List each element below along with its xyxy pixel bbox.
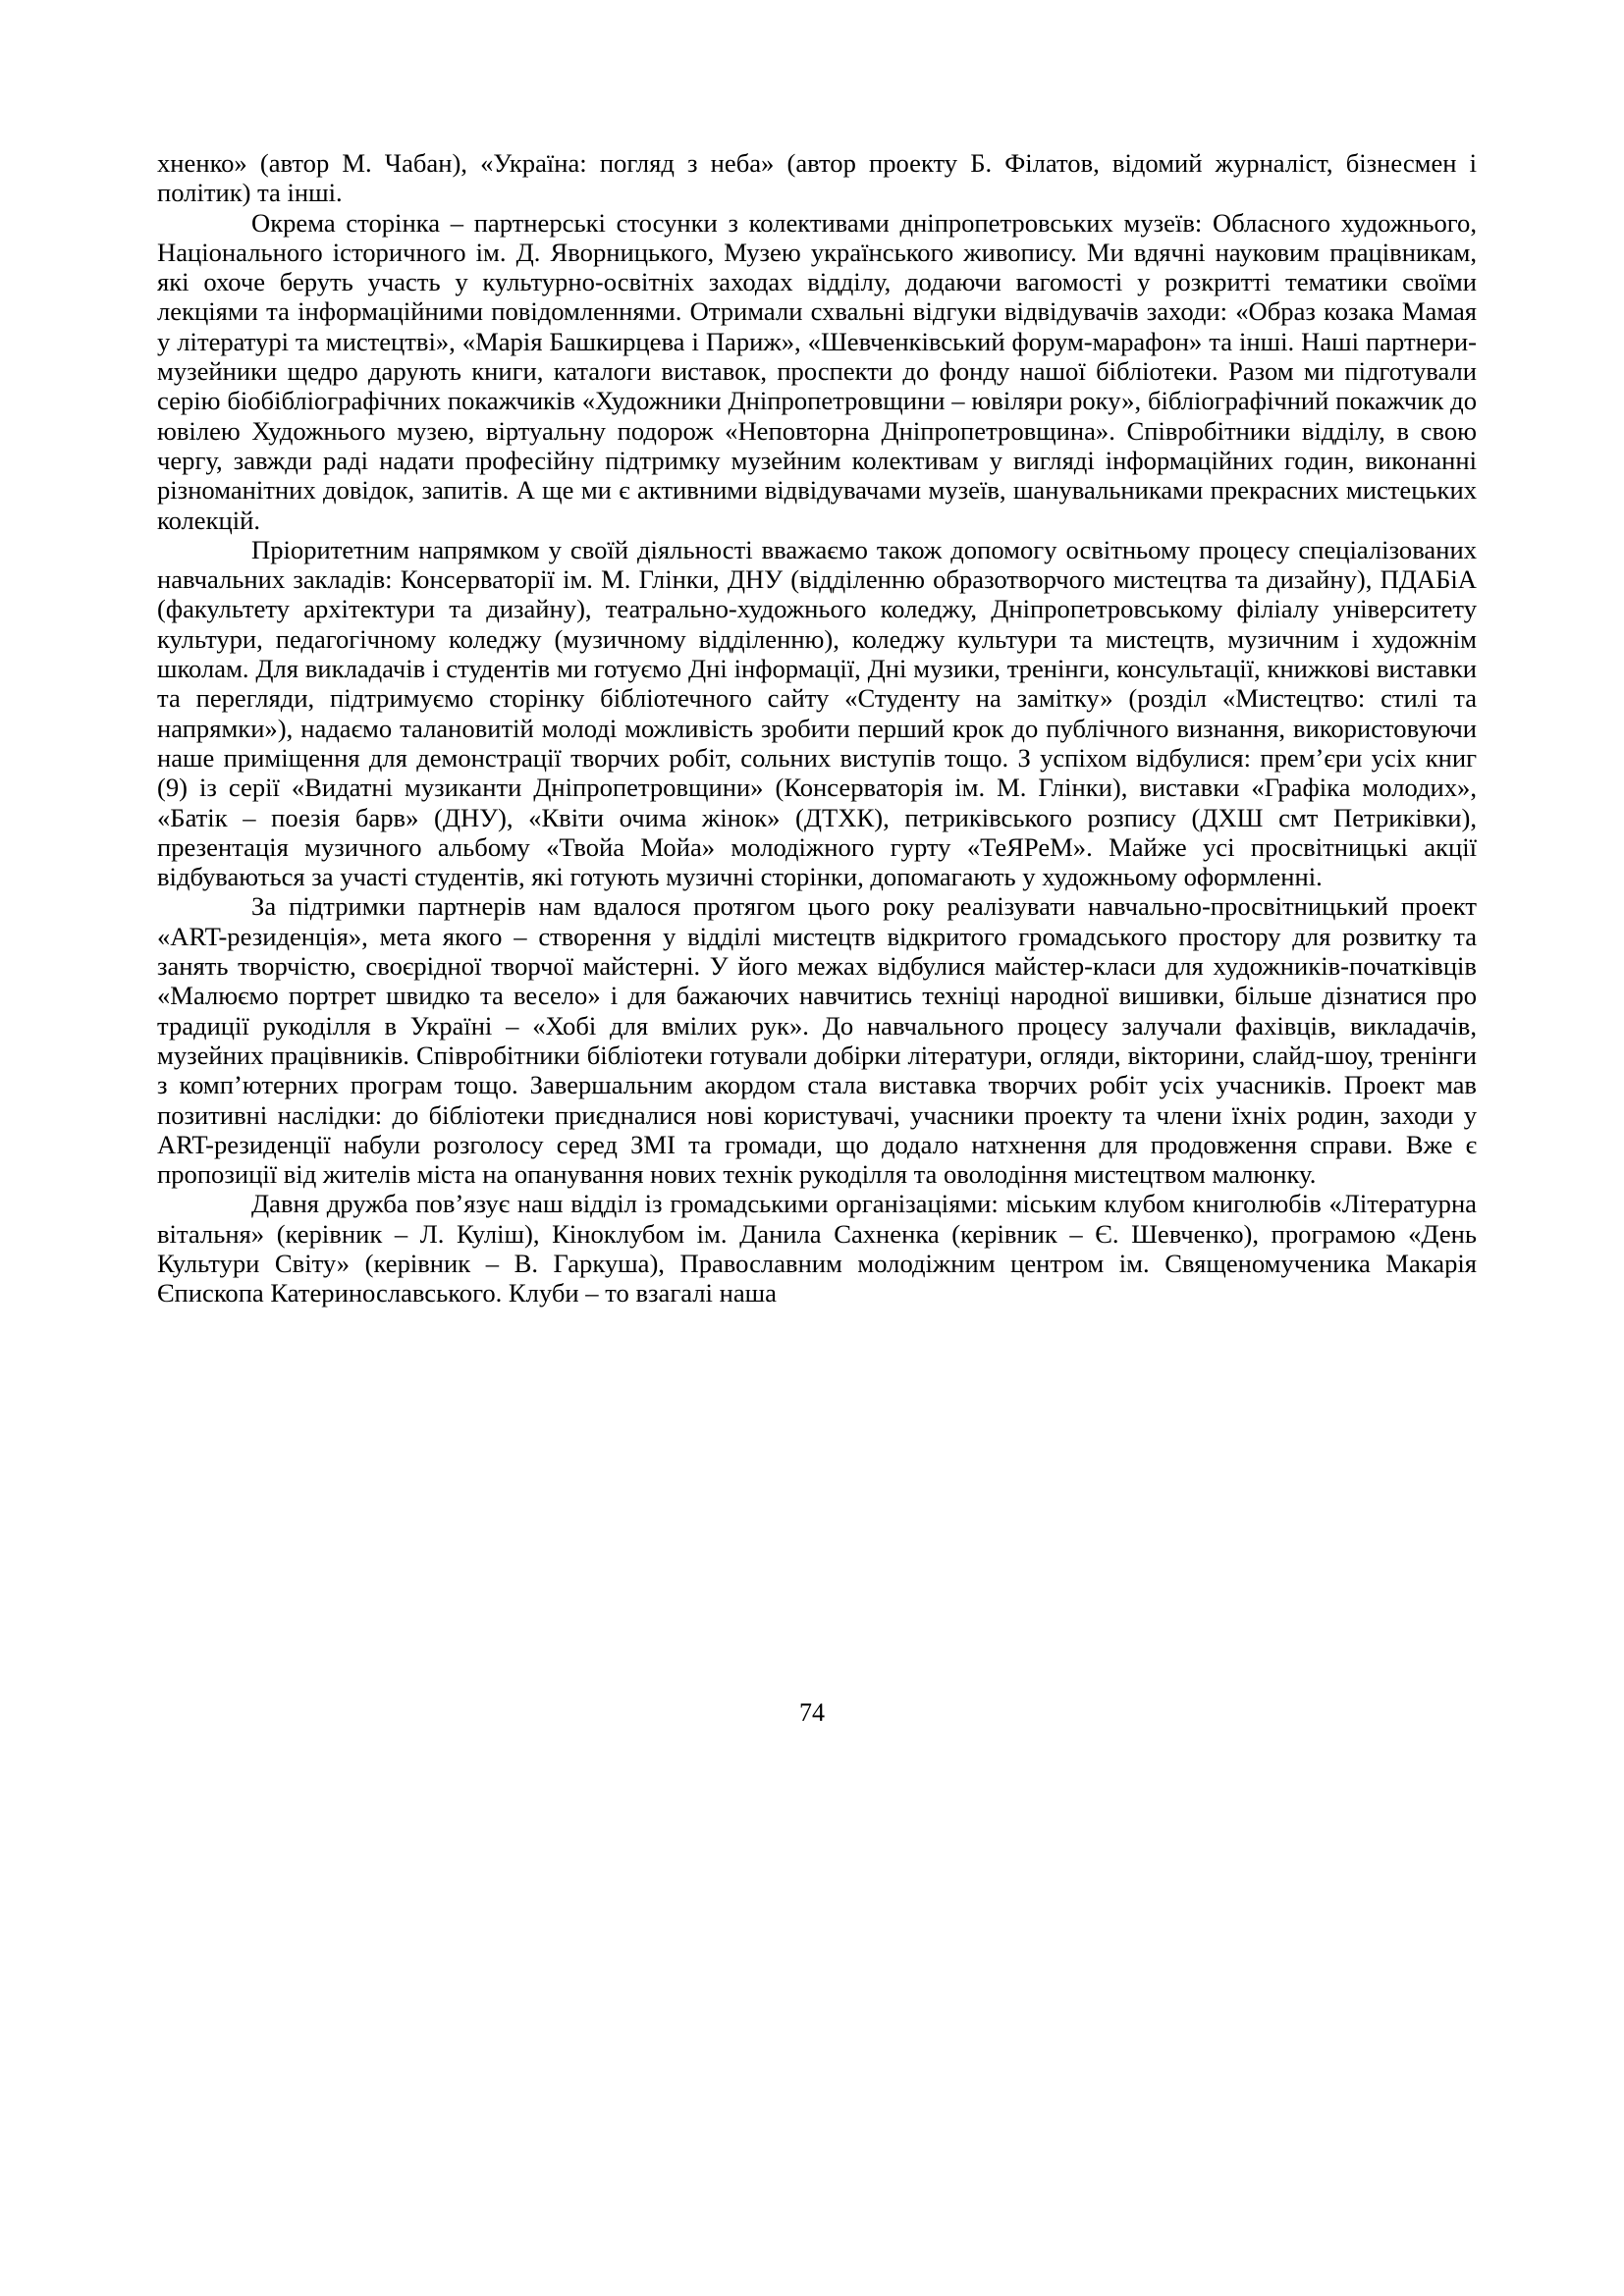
- paragraph-education-support: Пріоритетним напрямком у своїй діяльності вважаємо також допомогу освітньому процесу спеціалізованих навчальних закладів: Консерваторії ім. М. Глінки, ДНУ (відділенню образотворчого мистецтва та дизайну), ПДАБіА (факультету архітектури та дизайну), театрально-художнього коледжу, Дніпропетровському філіалу університету культури, педагогічному коледжу (музичному відділенню), коледжу культури та мистецтв, музичним і художнім школам. Для викладачів і студентів ми готуємо Дні інформації, Дні музики, тренінги, консультації, книжкові виставки та перегляди, підтримуємо сторінку бібліотечного сайту «Студенту на замітку» (розділ «Мистецтво: стилі та напрямки»), надаємо талановитій молоді можливість зробити перший крок до публічного визнання, використовуючи наше приміщення для демонстрації творчих робіт, сольних виступів тощо. З успіхом відбулися: прем’єри усіх книг (9) із серії «Видатні музиканти Дніпропетровщини» (Консерваторія ім. М. Глінки), виставки «Графіка молодих», «Батік – поезія барв» (ДНУ), «Квіти очима жінок» (ДТХК), петриківського розпису (ДХШ смт Петриківки), презентація музичного альбому «Твойа Мойа» молодіжного гурту «ТеЯРеМ». Майже усі просвітницькі акції відбуваються за участі студентів, які готують музичні сторінки, допомагають у художньому оформленні.: [157, 534, 1477, 892]
- page-body: [157, 148, 1477, 1308]
- paragraph-continuation: хненко» (автор М. Чабан), «Україна: погляд з неба» (автор проекту Б. Філатов, відомий журналіст, бізнесмен і політик) та інші.: [157, 148, 1477, 208]
- paragraph-art-residency: За підтримки партнерів нам вдалося протягом цього року реалізувати навчально-просвітницький проект «ART-резиденція», мета якого – створення у відділі мистецтв відкритого громадського простору для розвитку та занять творчістю, своєрідної творчої майстерні. У його межах відбулися майстер-класи для художників-початківців «Малюємо портрет швидко та весело» і для бажаючих навчитись техніці народної вишивки, більше дізнатися про традиції рукоділля в Україні – «Хобі для вмілих рук». До навчального процесу залучали фахівців, викладачів, музейних працівників. Співробітники бібліотеки готували добірки літератури, огляди, вікторини, слайд-шоу, тренінги з комп’ютерних програм тощо. Завершальним акордом стала виставка творчих робіт усіх учасників. Проект мав позитивні наслідки: до бібліотеки приєдналися нові користувачі, учасники проекту та члени їхніх родин, заходи у ART-резиденції набули розголосу серед ЗМІ та громади, що додало натхнення для продовження справи. Вже є пропозиції від жителів міста на опанування нових технік рукоділля та оволодіння мистецтвом малюнку.: [157, 891, 1477, 1190]
- page-number: 74: [799, 1698, 825, 1727]
- paragraph-museum-partners: Окрема сторінка – партнерські стосунки з колективами дніпропетровських музеїв: Обласного художнього, Національного історичного ім. Д. Яворницького, Музею українського живопису. Ми вдячні науковим працівникам, які охоче беруть участь у культурно-освітніх заходах відділу, додаючи вагомості у розкритті тематики своїми лекціями та інформаційними повідомленнями. Отримали схвальні відгуки відвідувачів заходи: «Образ козака Мамая у літературі та мистецтві», «Марія Башкирцева і Париж», «Шевченківський форум-марафон» та інші. Наші партнери-музейники щедро дарують книги, каталоги виставок, проспекти до фонду нашої бібліотеки. Разом ми підготували серію біобібліографічних покажчиків «Художники Дніпропетровщини – ювіляри року», бібліографічний покажчик до ювілею Художнього музею, віртуальну подорож «Неповторна Дніпропетровщина». Співробітники відділу, в свою чергу, завжди раді надати професійну підтримку музейним колективам у вигляді інформаційних годин, виконанні різноманітних довідок, запитів. А ще ми є активними відвідувачами музеїв, шанувальниками прекрасних мистецьких колекцій.: [157, 207, 1477, 535]
- paragraph-public-organizations: Давня дружба пов’язує наш відділ із громадськими організаціями: міським клубом книголюбів «Літературна вітальня» (керівник – Л. Куліш), Кіноклубом ім. Данила Сахненка (керівник – Є. Шевченко), програмою «День Культури Світу» (керівник – В. Гаркуша), Православним молодіжним центром ім. Священомученика Макарія Єпископа Катеринославського. Клуби – то взагалі наша: [157, 1189, 1477, 1308]
